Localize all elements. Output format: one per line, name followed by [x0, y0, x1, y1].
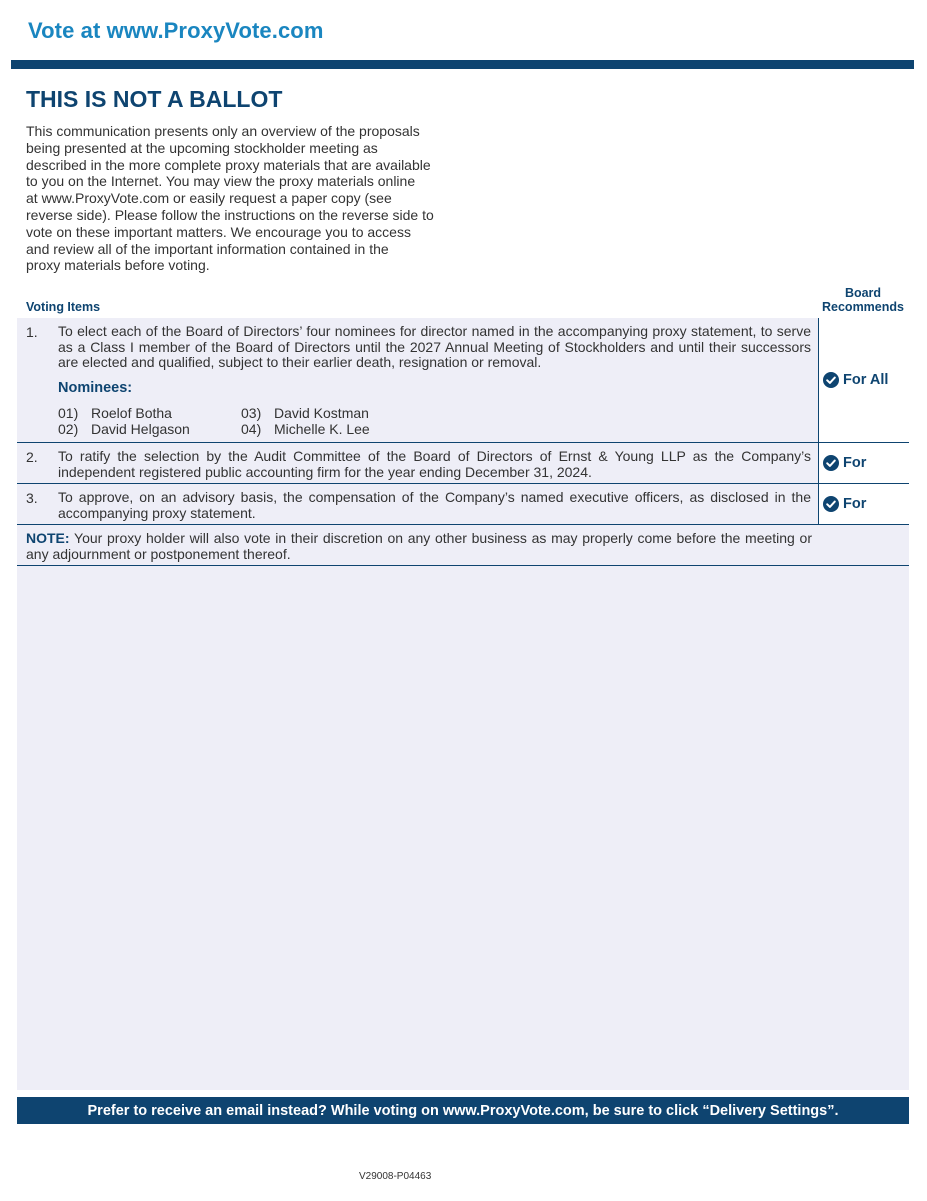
nominee-code: 02): [58, 421, 79, 437]
board-recommendation: [818, 318, 909, 442]
item-text: To ratify the selection by the Audit Committee of the Board of Directors of Ernst & Young LLP as the Company’s independent registered public accounting firm for the year ending December 31, 2024.: [58, 448, 811, 480]
nominees-label: Nominees:: [58, 380, 133, 396]
check-circle-icon: [823, 372, 839, 388]
note-label: NOTE:: [26, 530, 70, 546]
board-recommendation: [818, 484, 909, 524]
nominee-item: [58, 421, 190, 437]
nominee-name: David Kostman: [274, 405, 369, 421]
board-header-line: Board: [844, 286, 882, 300]
nominee-name: Michelle K. Lee: [274, 421, 370, 437]
recommends-header-line: Recommends: [822, 300, 904, 314]
voting-item-2: [17, 443, 909, 484]
note-divider: [17, 565, 909, 566]
nominee-code: 04): [241, 421, 262, 437]
board-recommends-column-header: [817, 286, 909, 314]
intro-line: and review all of the important information contained in the: [26, 240, 389, 257]
note-text: Your proxy holder will also vote in their discretion on any other business as may properly come before the meeting or any adjournment or postponement thereof.: [26, 530, 812, 563]
item-number: 2.: [26, 449, 38, 465]
nominee-item: [241, 421, 370, 437]
item-number: 1.: [26, 324, 38, 340]
recommendation-value: For: [843, 455, 867, 471]
intro-line: at www.ProxyVote.com or easily request a paper copy (see: [26, 190, 392, 207]
check-circle-icon: [823, 496, 839, 512]
intro-line: reverse side). Please follow the instructions on the reverse side to: [26, 206, 434, 223]
header-rule: [11, 60, 914, 69]
nominee-code: 03): [241, 405, 262, 421]
note-paragraph: [26, 530, 812, 563]
recommendation-value: For All: [843, 372, 889, 388]
voting-item-1: [17, 318, 909, 443]
item-text: To elect each of the Board of Directors’ four nominees for director named in the accompanying proxy statement, to serve as a Class I member of the Board of Directors until the 2027 Annual Meeting of Stockholders and until their successors are elected and qualified, subject to their earlier death, resignation or removal.: [58, 323, 811, 371]
board-recommendation: [818, 443, 909, 483]
nominee-item: [241, 405, 369, 421]
voting-items-column-header: Voting Items: [26, 300, 101, 314]
intro-line: to you on the Internet. You may view the proxy materials online: [26, 173, 416, 190]
banner-text: Prefer to receive an email instead? While voting on www.ProxyVote.com, be sure to click “Delivery Settings”.: [87, 1102, 839, 1119]
item-text: To approve, on an advisory basis, the compensation of the Company’s named executive officers, as disclosed in the accompanying proxy statement.: [58, 489, 811, 521]
recommendation-value: For: [843, 496, 867, 512]
intro-paragraph: [26, 123, 456, 274]
intro-line: described in the more complete proxy materials that are available: [26, 156, 431, 173]
vote-at-proxyvote-header: Vote at www.ProxyVote.com: [28, 18, 324, 43]
intro-line: vote on these important matters. We encourage you to access: [26, 223, 411, 240]
intro-line: This communication presents only an overview of the proposals: [26, 123, 420, 139]
nominee-name: David Helgason: [91, 421, 190, 437]
intro-line: proxy materials before voting.: [26, 257, 210, 274]
nominee-name: Roelof Botha: [91, 405, 172, 421]
document-code: V29008-P04463: [359, 1171, 432, 1182]
nominee-code: 01): [58, 405, 79, 421]
nominee-item: [58, 405, 172, 421]
page-title: THIS IS NOT A BALLOT: [26, 86, 283, 112]
item-number: 3.: [26, 490, 38, 506]
delivery-settings-banner: [17, 1097, 909, 1124]
check-circle-icon: [823, 455, 839, 471]
intro-line: being presented at the upcoming stockholder meeting as: [26, 139, 378, 156]
voting-item-3: [17, 484, 909, 525]
